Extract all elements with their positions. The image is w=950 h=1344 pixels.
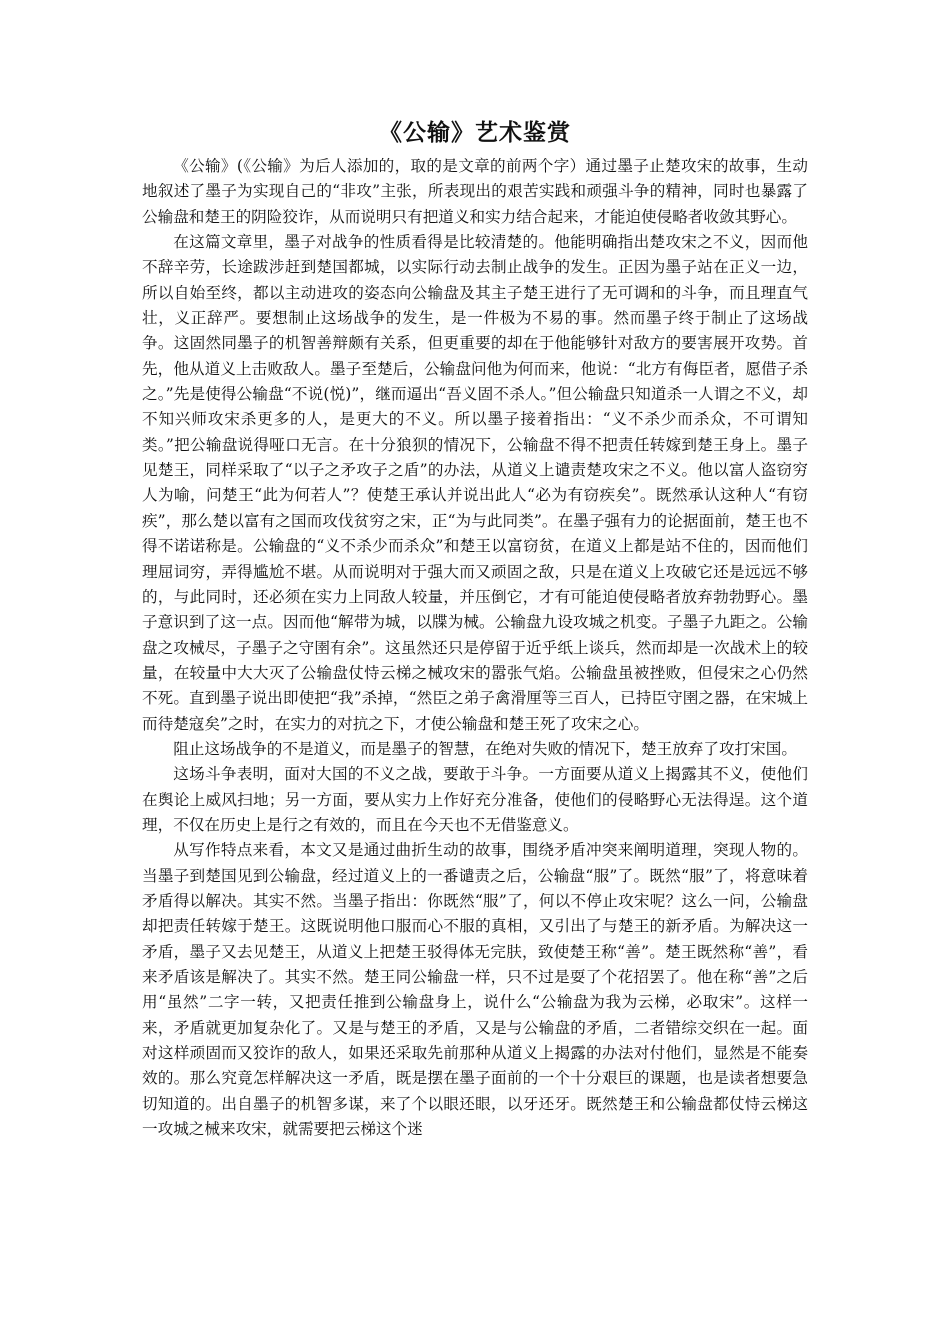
- paragraph-3: 阻止这场战争的不是道义，而是墨子的智慧，在绝对失败的情况下，楚王放弃了攻打宋国。: [173, 739, 797, 758]
- paragraph-2: 在这篇文章里，墨子对战争的性质看得是比较清楚的。他能明确指出楚攻宋之不义，因而他不辞辛劳，长途跋涉赶到楚国都城，以实际行动去制止战争的发生。正因为墨子站在正义一边，所以自始至终，都以主动进攻的姿态向公输盘及其主子楚王进行了无可调和的斗争，而且理直气壮，义正辞严。要想制止这场战争的发生，是一件极为不易的事。然而墨子终于制止了这场战争。这固然同墨子的机智善辩颇有关系，但更重要的却在于他能够针对敌方的要害展开攻势。首先，他从道义上击败敌人。墨子至楚后，公输盘问他为何而来，他说：“北方有侮臣者，愿借子杀之。”先是使得公输盘“不说(悦)”，继而逼出“吾义固不杀人。”但公输盘只知道杀一人谓之不义，却不知兴师攻宋杀更多的人，是更大的不义。所以墨子接着指出：“义不杀少而杀众，不可谓知类。”把公输盘说得哑口无言。在十分狼狈的情况下，公输盘不得不把责任转嫁到楚王身上。墨子见楚王，同样采取了“以子之矛攻子之盾”的办法，从道义上谴责楚攻宋之不义。他以富人盗窃穷人为喻，问楚王“此为何若人”？使楚王承认并说出此人“必为有窃疾矣”。既然承认这种人“有窃疾”，那么楚以富有之国而攻伐贫穷之宋，正“为与此同类”。在墨子强有力的论据面前，楚王也不得不诺诺称是。公输盘的“义不杀少而杀众”和楚王以富窃贫，在道义上都是站不住的，因而他们理屈词穷，弄得尴尬不堪。从而说明对于强大而又顽固之敌，只是在道义上攻破它还是远远不够的，与此同时，还必须在实力上同敌人较量，并压倒它，才有可能迫使侵略者放弃勃勃野心。墨子意识到了这一点。因而他“解带为城，以牒为械。公输盘九设攻城之机变。子墨子九距之。公输盘之攻械尽，子墨子之守圉有余”。这虽然还只是停留于近乎纸上谈兵，然而却是一次战术上的较量，在较量中大大灭了公输盘仗恃云梯之械攻宋的嚣张气焰。公输盘虽被挫败，但侵宋之心仍然不死。直到墨子说出即使把“我”杀掉，“然臣之弟子禽滑厘等三百人，已持臣守圉之器，在宋城上而待楚寇矣”之时，在实力的对抗之下，才使公输盘和楚王死了攻宋之心。: [142, 233, 808, 733]
- paragraph-1: 《公输》(《公输》为后人添加的，取的是文章的前两个字）通过墨子止楚攻宋的故事，生动地叙述了墨子为实现自己的“非攻”主张，所表现出的艰苦实践和顽强斗争的精神，同时也暴露了公输盘和楚王的阴险狡诈，从而说明只有把道义和实力结合起来，才能迫使侵略者收敛其野心。: [142, 157, 808, 226]
- document-title: 《公输》艺术鉴赏: [379, 119, 571, 146]
- paragraph-4: 这场斗争表明，面对大国的不义之战，要敢于斗争。一方面要从道义上揭露其不义，使他们在舆论上威风扫地；另一方面，要从实力上作好充分准备，使他们的侵略野心无法得逞。这个道理，不仅在历史上是行之有效的，而且在今天也不无借鉴意义。: [142, 765, 808, 834]
- document-page: [142, 116, 808, 1142]
- paragraph-5: 从写作特点来看，本文又是通过曲折生动的故事，围绕矛盾冲突来阐明道理，突现人物的。当墨子到楚国见到公输盘，经过道义上的一番谴责之后，公输盘“服”了。既然“服”了，将意味着矛盾得以解决。其实不然。当墨子指出：你既然“服”了，何以不停止攻宋呢？这么一问，公输盘却把责任转嫁于楚王。这既说明他口服而心不服的真相，又引出了与楚王的新矛盾。为解决这一矛盾，墨子又去见楚王，从道义上把楚王驳得体无完肤，致使楚王称“善”。楚王既然称“善”，看来矛盾该是解决了。其实不然。楚王同公输盘一样，只不过是耍了个花招罢了。他在称“善”之后用“虽然”二字一转，又把责任推到公输盘身上，说什么“公输盘为我为云梯，必取宋”。这样一来，矛盾就更加复杂化了。又是与楚王的矛盾，又是与公输盘的矛盾，二者错综交织在一起。面对这样顽固而又狡诈的敌人，如果还采取先前那种从道义上揭露的办法对付他们，显然是不能奏效的。那么究竟怎样解决这一矛盾，既是摆在墨子面前的一个十分艰巨的课题，也是读者想要急切知道的。出自墨子的机智多谋，来了个以眼还眼，以牙还牙。既然楚王和公输盘都仗恃云梯这一攻城之械来攻宋，就需要把云梯这个迷: [142, 841, 808, 1139]
